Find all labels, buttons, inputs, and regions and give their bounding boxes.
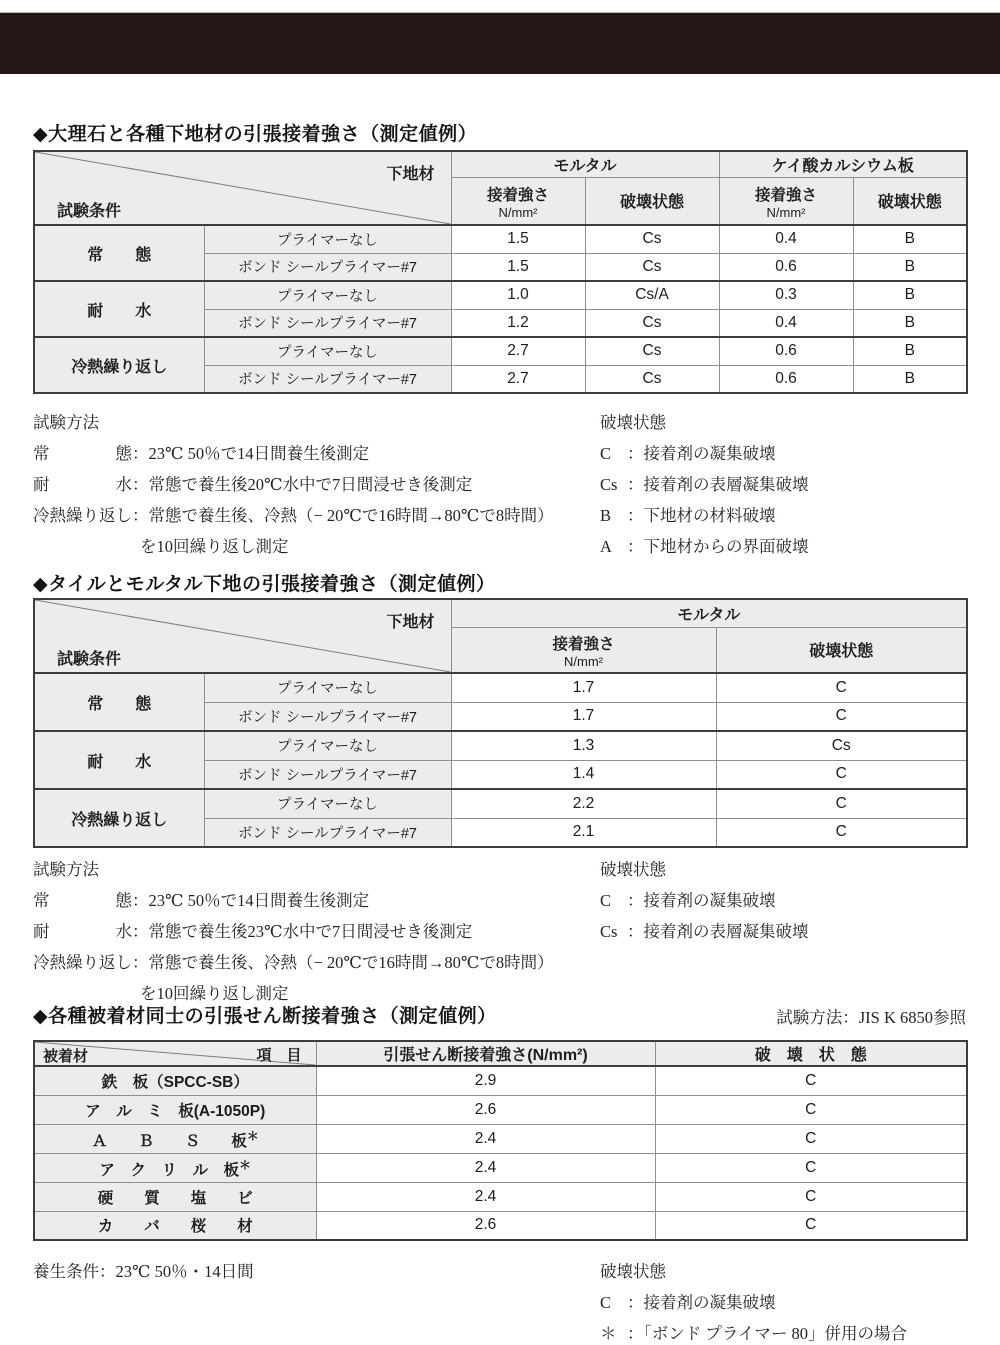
failure-cell: Cs [716, 731, 967, 760]
failure-cell: C [655, 1066, 967, 1095]
header-strength-silicate: 接着強さ N/mm² [719, 177, 853, 225]
section2-title: ◆タイルとモルタル下地の引張接着強さ（測定値例） [33, 574, 496, 595]
condition-normal: 常 態 [34, 225, 204, 281]
condition-cycle: 冷熱繰り返し [34, 337, 204, 393]
value-cell: 0.4 [719, 309, 853, 337]
value-cell: 2.6 [316, 1095, 655, 1124]
legend-key: ＊ [600, 1324, 617, 1343]
primer-cell: ボンド シールプライマー#7 [204, 253, 451, 281]
adherend-label: 被着材 [43, 1048, 89, 1065]
value-cell: 1.7 [451, 702, 716, 731]
value-cell: 1.4 [451, 760, 716, 789]
failure-cell: B [853, 253, 967, 281]
failure-legend-2 [600, 854, 809, 947]
failure-cell: C [716, 673, 967, 702]
value-cell: 2.4 [316, 1124, 655, 1153]
legend-desc: ：「ボンド プライマー 80」併用の場合 [627, 1324, 908, 1343]
value-cell: 2.7 [451, 337, 585, 365]
note-continuation: を10回繰り返し測定 [140, 984, 289, 1003]
legend-key: A [600, 537, 612, 556]
failure-cell: Cs [585, 253, 719, 281]
note-line: 耐 水：常態で養生後23℃水中で7日間浸せき後測定 [33, 922, 473, 941]
notes-heading: 試験方法 [33, 860, 99, 879]
value-cell: 1.3 [451, 731, 716, 760]
adherend-cell: ア ル ミ 板(A-1050P) [34, 1095, 316, 1124]
legend-item [600, 531, 809, 562]
primer-cell: ボンド シールプライマー#7 [204, 818, 451, 847]
failure-cell: C [655, 1211, 967, 1240]
substrate-label: 下地材 [386, 166, 435, 183]
value-cell: 1.2 [451, 309, 585, 337]
primer-cell: ボンド シールプライマー#7 [204, 365, 451, 393]
legend-desc: ：接着剤の表層凝集破壊 [627, 475, 809, 494]
failure-cell: B [853, 337, 967, 365]
adherend-cell: 鉄 板（SPCC-SB） [34, 1066, 316, 1095]
failure-cell: C [716, 818, 967, 847]
legend-heading: 破壊状態 [600, 1262, 666, 1281]
failure-legend-3 [600, 1256, 907, 1345]
failure-cell: C [655, 1095, 967, 1124]
test-condition-label: 試験条件 [57, 651, 122, 668]
legend-desc: ：下地材からの界面破壊 [627, 537, 809, 556]
legend-desc: ：接着剤の凝集破壊 [627, 444, 776, 463]
failure-cell: B [853, 225, 967, 253]
note-line: 常 態：23℃ 50％で14日間養生後測定 [33, 444, 370, 463]
legend-item [600, 500, 809, 531]
column-group-mortar: モルタル [451, 599, 967, 627]
header-failure-mortar: 破壊状態 [585, 177, 719, 225]
primer-cell: プライマーなし [204, 673, 451, 702]
value-cell: 0.3 [719, 281, 853, 309]
marble-adhesion-table [33, 150, 968, 394]
failure-cell: Cs [585, 309, 719, 337]
failure-cell: Cs [585, 365, 719, 393]
value-cell: 1.5 [451, 225, 585, 253]
adherend-cell: ア ク リ ル 板＊ [34, 1153, 316, 1182]
test-condition-label: 試験条件 [57, 203, 122, 220]
header-shear-strength: 引張せん断接着強さ(N/mm²) [316, 1041, 655, 1066]
legend-heading: 破壊状態 [600, 413, 666, 432]
failure-cell: C [716, 702, 967, 731]
condition-cycle: 冷熱繰り返し [34, 789, 204, 847]
failure-cell: B [853, 281, 967, 309]
primer-cell: ボンド シールプライマー#7 [204, 760, 451, 789]
diagonal-header-cell [34, 151, 451, 225]
primer-cell: プライマーなし [204, 281, 451, 309]
column-group-mortar: モルタル [451, 151, 719, 177]
legend-key: B [600, 506, 612, 525]
cure-condition-note [33, 1256, 254, 1287]
legend-item [600, 469, 809, 500]
note-line: 冷熱繰り返し：常態で養生後、冷熱（− 20℃で16時間→80℃で8時間） [33, 953, 554, 972]
section3-title: ◆各種被着材同士の引張せん断接着強さ（測定値例） [33, 1006, 497, 1027]
header-strength: 接着強さ N/mm² [451, 627, 716, 673]
adherend-cell: 硬 質 塩 ビ [34, 1182, 316, 1211]
note-line: 常 態：23℃ 50％で14日間養生後測定 [33, 891, 370, 910]
failure-cell: B [853, 365, 967, 393]
value-cell: 2.1 [451, 818, 716, 847]
legend-heading: 破壊状態 [600, 860, 666, 879]
legend-desc: ：接着剤の凝集破壊 [627, 1293, 776, 1312]
value-cell: 2.4 [316, 1153, 655, 1182]
failure-legend-1 [600, 407, 809, 562]
test-method-notes-1 [33, 407, 554, 562]
failure-cell: C [655, 1124, 967, 1153]
legend-item [600, 916, 809, 947]
note-line: 養生条件：23℃ 50％・14日間 [33, 1262, 254, 1281]
value-cell: 1.5 [451, 253, 585, 281]
primer-cell: プライマーなし [204, 337, 451, 365]
header-failure-silicate: 破壊状態 [853, 177, 967, 225]
asterisk-mark: ＊ [239, 1157, 252, 1172]
value-cell: 2.4 [316, 1182, 655, 1211]
primer-cell: プライマーなし [204, 225, 451, 253]
failure-cell: C [655, 1182, 967, 1211]
value-cell: 0.6 [719, 253, 853, 281]
primer-cell: ボンド シールプライマー#7 [204, 309, 451, 337]
failure-cell: B [853, 309, 967, 337]
shear-adhesion-table [33, 1040, 968, 1241]
value-cell: 2.7 [451, 365, 585, 393]
value-cell: 2.6 [316, 1211, 655, 1240]
legend-key: Cs [600, 475, 618, 494]
failure-cell: Cs/A [585, 281, 719, 309]
primer-cell: プライマーなし [204, 789, 451, 818]
test-method-notes-2 [33, 854, 554, 1009]
value-cell: 1.0 [451, 281, 585, 309]
primer-cell: ボンド シールプライマー#7 [204, 702, 451, 731]
value-cell: 0.6 [719, 337, 853, 365]
condition-water: 耐 水 [34, 731, 204, 789]
legend-item [600, 438, 809, 469]
header-failure: 破 壊 状 態 [655, 1041, 967, 1066]
legend-item [600, 1287, 907, 1318]
diagonal-header-cell [34, 599, 451, 673]
condition-water: 耐 水 [34, 281, 204, 337]
header-strength-mortar: 接着強さ N/mm² [451, 177, 585, 225]
value-cell: 0.6 [719, 365, 853, 393]
failure-cell: C [716, 760, 967, 789]
legend-desc: ：接着剤の凝集破壊 [627, 891, 776, 910]
column-group-silicate: ケイ酸カルシウム板 [719, 151, 967, 177]
note-line: 耐 水：常態で養生後20℃水中で7日間浸せき後測定 [33, 475, 473, 494]
adherend-cell: カ バ 桜 材 [34, 1211, 316, 1240]
tile-adhesion-table [33, 598, 968, 848]
value-cell: 2.2 [451, 789, 716, 818]
legend-desc: ：接着剤の表層凝集破壊 [627, 922, 809, 941]
value-cell: 2.9 [316, 1066, 655, 1095]
asterisk-mark: ＊ [246, 1128, 259, 1143]
value-cell: 0.4 [719, 225, 853, 253]
adherend-cell: Ａ Ｂ Ｓ 板＊ [34, 1124, 316, 1153]
notes-heading: 試験方法 [33, 413, 99, 432]
section1-title: ◆大理石と各種下地材の引張接着強さ（測定値例） [33, 124, 478, 145]
legend-key: C [600, 444, 612, 463]
header-failure: 破壊状態 [716, 627, 967, 673]
legend-item [600, 885, 809, 916]
legend-key: C [600, 891, 612, 910]
failure-cell: Cs [585, 225, 719, 253]
primer-cell: プライマーなし [204, 731, 451, 760]
note-line: 冷熱繰り返し：常態で養生後、冷熱（− 20℃で16時間→80℃で8時間） [33, 506, 554, 525]
substrate-label: 下地材 [386, 614, 435, 631]
legend-key: Cs [600, 922, 618, 941]
item-label: 項 目 [256, 1047, 302, 1064]
failure-cell: C [655, 1153, 967, 1182]
diagonal-header-cell [34, 1041, 316, 1066]
failure-cell: Cs [585, 337, 719, 365]
jis-method-note: 試験方法：JIS K 6850参照 [776, 1008, 966, 1027]
condition-normal: 常 態 [34, 673, 204, 731]
legend-desc: ：下地材の材料破壊 [627, 506, 776, 525]
top-banner-bar [0, 12, 1000, 74]
legend-key: C [600, 1293, 612, 1312]
note-continuation: を10回繰り返し測定 [140, 537, 289, 556]
legend-item [600, 1318, 907, 1345]
failure-cell: C [716, 789, 967, 818]
value-cell: 1.7 [451, 673, 716, 702]
